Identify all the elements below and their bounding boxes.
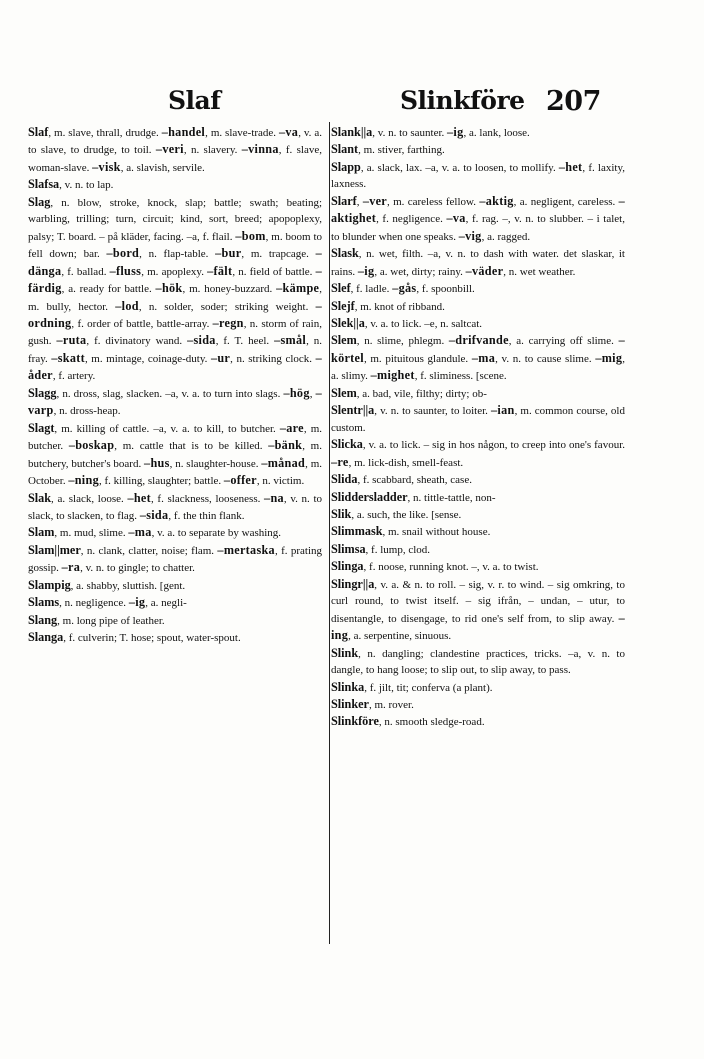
- entry: Slinker, m. rover.: [331, 696, 414, 711]
- entry: Slank||a, v. n. to saunter. –ig, a. lank, loose.: [331, 125, 530, 139]
- entry: Slagg, n. dross, slag, slacken. –a, v. a. to turn into slags. –hög, –varp, n. dross-heap.: [28, 385, 322, 418]
- entry: Slimsa, f. lump, clod.: [331, 541, 431, 556]
- right-guide-word: Slinkföre: [400, 86, 525, 115]
- entry: Slak, a. slack, loose. –het, f. slackness, looseness. –na, v. n. to slack, to slacken, to flag. –sida, f. the thin flank.: [28, 490, 322, 522]
- entry: Slam||mer, n. clank, clatter, noise; flam. –mertaska, f. prating gossip. –ra, v. n. to gingle; to chatter.: [28, 542, 322, 575]
- entry: Slem, n. slime, phlegm. –drifvande, a. carrying off slime. –körtel, m. pituitous glandule. –ma, v. n. to cause slime. –mig, a. slimy. –mighet, f. sliminess. [scene.: [331, 333, 625, 383]
- entry: Slag, n. blow, stroke, knock, slap; battle; swath; beating; warbling, trilling; turn, circuit; kind, sort, breed; apopoplexy, palsy; T. board. – på kläder, facing. –a, f. flail. –bom, m. boom to fell down; bar. –bord, n. flap-table. –bur, m. trapcage. –dänga, f. ballad. –fluss, m. apoplexy. –fält, n. field of battle. –färdig, a. ready for battle. –hök, m. honey-buzzard. –kämpe, m. bully, hector. –lod, n. solder, soder; striking weight. –ordning, f. order of battle, battle-array. –regn, n. storm of rain, gush. –ruta, f. divinatory wand. –sida, f. T. heel. –smål, n. fray. –skatt, m. mintage, coinage-duty. –ur, n. striking clock. –åder, f. artery.: [28, 194, 322, 383]
- entry: Slanga, f. culverin; T. hose; spout, water-spout.: [28, 630, 241, 645]
- entry: Slingr||a, v. a. & n. to roll. – sig, v. r. to wind. – sig omkring, to curl round, to twist itself. – sig ifrån, – undan, – utur, to disentangle, to disengage, to rid one's self from, to slip away. –ing, a. serpentine, sinuous.: [331, 576, 625, 643]
- entry: Slafsa, v. n. to lap.: [28, 177, 114, 192]
- column-divider: [329, 122, 330, 944]
- entry: Slicka, v. a. to lick. – sig in hos någon, to creep into one's favour. –re, m. lick-dish, smell-feast.: [331, 437, 625, 469]
- entry: Slida, f. scabbard, sheath, case.: [331, 472, 472, 487]
- entry: Slem, a. bad, vile, filthy; dirty; ob-: [331, 385, 487, 400]
- entry: Slejf, m. knot of ribband.: [331, 298, 445, 313]
- entry: Slant, m. stiver, farthing.: [331, 142, 445, 157]
- entry: Slinkföre, n. smooth sledge-road.: [331, 714, 485, 729]
- entry: Slef, f. ladle. –gås, f. spoonbill.: [331, 281, 475, 296]
- page-number: 207: [546, 86, 601, 117]
- entry: Slam, m. mud, slime. –ma, v. a. to separate by washing.: [28, 525, 282, 540]
- right-column: [331, 124, 625, 944]
- entry: Slams, n. negligence. –ig, a. negli-: [28, 595, 187, 610]
- entry: Slek||a, v. a. to lick. –e, n. saltcat.: [331, 315, 483, 330]
- entry: Slapp, a. slack, lax. –a, v. a. to loosen, to mollify. –het, f. laxity, laxness.: [331, 159, 625, 191]
- entry: Slink, n. dangling; clandestine practices, tricks. –a, v. n. to dangle, to hang loose; to slip out, to slip away, to pass.: [331, 645, 625, 677]
- entry: Slentr||a, v. n. to saunter, to loiter. –ian, m. common course, old custom.: [331, 403, 625, 434]
- entry: Slinga, f. noose, running knot. –, v. a. to twist.: [331, 559, 539, 574]
- entry: Slampig, a. shabby, sluttish. [gent.: [28, 577, 186, 592]
- entry: Slang, m. long pipe of leather.: [28, 612, 165, 627]
- entry: Slinka, f. jilt, tit; conferva (a plant).: [331, 679, 493, 694]
- entry: Slarf, –ver, m. careless fellow. –aktig, a. negligent, careless. –aktighet, f. negligence. –va, f. rag. –, v. n. to slubber. – i talet, to blunder when one speaks. –vig, a. ragged.: [331, 193, 625, 243]
- entry: Slagt, m. killing of cattle. –a, v. a. to kill, to butcher. –are, m. butcher. –boskap, m. cattle that is to be killed. –bänk, m. butchery, butcher's board. –hus, n. slaughter-house. –månad, m. October. –ning, f. killing, slaughter; battle. –offer, n. victim.: [28, 420, 322, 488]
- left-guide-word: Slaf: [168, 86, 221, 115]
- entry: Slaf, m. slave, thrall, drudge. –handel, m. slave-trade. –va, v. a. to slave, to drudge, to toil. –veri, n. slavery. –vinna, f. slave, woman-slave. –visk, a. slavish, servile.: [28, 125, 322, 174]
- entry: Slimmask, m. snail without house.: [331, 524, 491, 539]
- left-column: [28, 124, 322, 944]
- entry: Slask, n. wet, filth. –a, v. n. to dash with water. det slaskar, it rains. –ig, a. wet, dirty; rainy. –väder, n. wet weather.: [331, 246, 625, 278]
- entry: Slik, a. such, the like. [sense.: [331, 506, 462, 521]
- entry: Sliddersladder, n. tittle-tattle, non-: [331, 489, 496, 504]
